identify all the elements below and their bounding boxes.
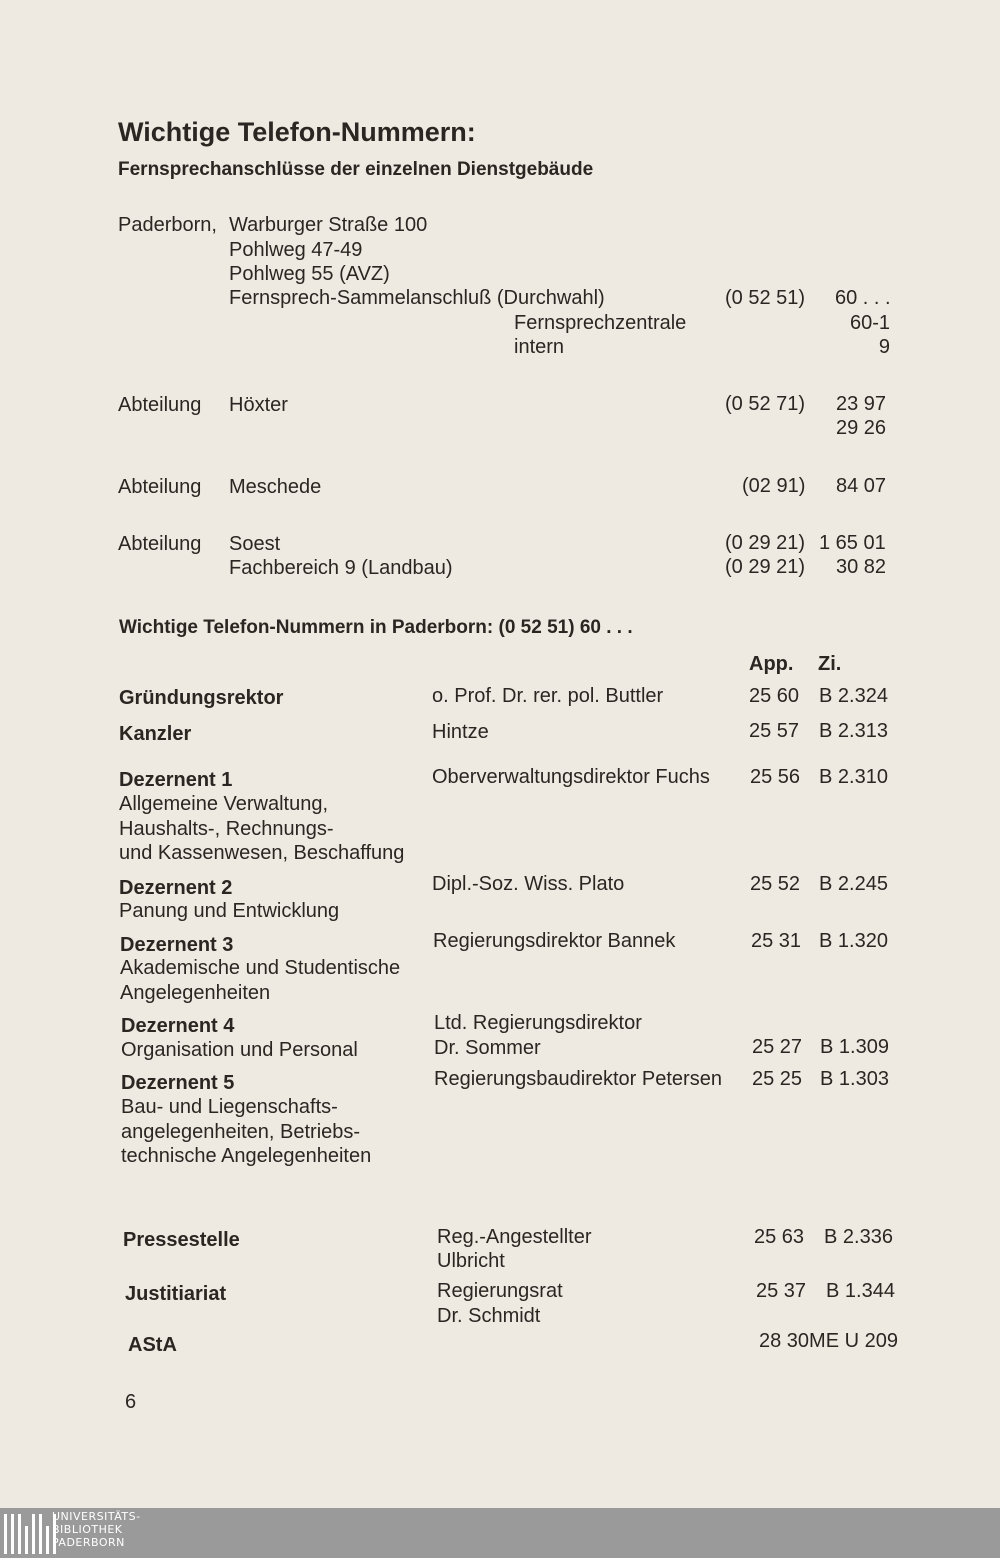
justitiariat-room: B 1.344 (826, 1280, 895, 1302)
dezernent-1-desc-1: Allgemeine Verwaltung, (119, 793, 329, 815)
dezernent-5-name: Regierungsbaudirektor Petersen (434, 1068, 722, 1090)
library-footer (0, 1508, 1000, 1558)
dezernent-1-name: Oberverwaltungsdirektor Fuchs (432, 766, 710, 788)
pressestelle-room: B 2.336 (824, 1226, 893, 1248)
address-pohlweg-55: Pohlweg 55 (AVZ) (229, 263, 390, 285)
library-logo-icon (4, 1514, 56, 1554)
dezernent-3-desc-2: Angelegenheiten (120, 982, 271, 1004)
soest-name: Soest (229, 533, 281, 555)
rektor-label: Gründungsrektor (119, 687, 284, 709)
dezernent-5-desc-2: angelegenheiten, Betriebs- (121, 1121, 361, 1143)
dezernent-3-desc-1: Akademische und Studentische (120, 957, 401, 979)
sammelanschluss-number: 60 . . . (835, 287, 891, 309)
kanzler-app: 25 57 (749, 720, 800, 742)
hoexter-number-1: 23 97 (836, 393, 887, 415)
dezernent-4-desc-1: Organisation und Personal (121, 1039, 358, 1061)
meschede-number: 84 07 (836, 475, 887, 497)
justitiariat-name-1: Regierungsrat (437, 1280, 563, 1302)
library-name-line-1: UNIVERSITÄTS- (52, 1510, 141, 1523)
meschede-area-code: (02 91) (742, 475, 806, 497)
address-pohlweg-47: Pohlweg 47-49 (229, 239, 363, 261)
hoexter-name: Höxter (229, 394, 288, 416)
intern-number: 9 (878, 336, 890, 358)
column-header-app: App. (749, 653, 794, 675)
hoexter-label: Abteilung (118, 394, 202, 416)
dezernent-2-app: 25 52 (750, 873, 801, 895)
dezernent-3-name: Regierungsdirektor Bannek (433, 930, 676, 952)
library-name-line-3: PADERBORN (52, 1536, 125, 1549)
fachbereich-9-area-code: (0 29 21) (725, 556, 806, 578)
dezernent-5-label: Dezernent 5 (121, 1072, 235, 1094)
zentrale-number: 60-1 (849, 312, 890, 334)
hoexter-area-code: (0 52 71) (725, 393, 806, 415)
hoexter-number-2: 29 26 (836, 417, 887, 439)
dezernent-5-app: 25 25 (752, 1068, 803, 1090)
intern-label: intern (514, 336, 565, 358)
dezernent-1-app: 25 56 (750, 766, 801, 788)
pressestelle-app: 25 63 (754, 1226, 805, 1248)
important-numbers-heading: Wichtige Telefon-Nummern in Paderborn: (0 52 51) 60 . . . (119, 617, 633, 638)
pressestelle-name-2: Ulbricht (437, 1250, 505, 1272)
soest-label: Abteilung (118, 533, 202, 555)
soest-area-code: (0 29 21) (725, 532, 806, 554)
sammelanschluss-label: Fernsprech-Sammelanschluß (Durchwahl) (229, 287, 605, 309)
soest-number: 1 65 01 (819, 532, 886, 554)
rektor-app: 25 60 (749, 685, 800, 707)
dezernent-1-desc-2: Haushalts-, Rechnungs- (119, 818, 334, 840)
sammelanschluss-area-code: (0 52 51) (725, 287, 806, 309)
dezernent-3-label: Dezernent 3 (120, 934, 234, 956)
dezernent-5-room: B 1.303 (820, 1068, 889, 1090)
dezernent-4-label: Dezernent 4 (121, 1015, 235, 1037)
page-title: Wichtige Telefon-Nummern: (118, 117, 476, 147)
dezernent-4-app: 25 27 (752, 1036, 803, 1058)
dezernent-5-desc-3: technische Angelegenheiten (121, 1145, 372, 1167)
fachbereich-9-number: 30 82 (836, 556, 887, 578)
dezernent-2-name: Dipl.-Soz. Wiss. Plato (432, 873, 625, 895)
library-name-line-2: BIBLIOTHEK (52, 1523, 123, 1536)
dezernent-2-label: Dezernent 2 (119, 877, 233, 899)
dezernent-1-desc-3: und Kassenwesen, Beschaffung (119, 842, 405, 864)
column-header-zi: Zi. (818, 653, 842, 675)
justitiariat-name-2: Dr. Schmidt (437, 1305, 541, 1327)
fachbereich-9-name: Fachbereich 9 (Landbau) (229, 557, 453, 579)
dezernent-4-name-2: Dr. Sommer (434, 1037, 541, 1059)
meschede-name: Meschede (229, 476, 322, 498)
dezernent-2-room: B 2.245 (819, 873, 888, 895)
justitiariat-label: Justitiariat (125, 1283, 227, 1305)
asta-label: AStA (128, 1334, 177, 1356)
dezernent-1-room: B 2.310 (819, 766, 888, 788)
dezernent-4-name-1: Ltd. Regierungsdirektor (434, 1012, 642, 1034)
page-number: 6 (125, 1391, 137, 1413)
justitiariat-app: 25 37 (756, 1280, 807, 1302)
dezernent-2-desc-1: Panung und Entwicklung (119, 900, 340, 922)
dezernent-3-app: 25 31 (751, 930, 802, 952)
pressestelle-label: Pressestelle (123, 1229, 240, 1251)
kanzler-label: Kanzler (119, 723, 192, 745)
kanzler-name: Hintze (432, 721, 489, 743)
rektor-name: o. Prof. Dr. rer. pol. Buttler (432, 685, 664, 707)
dezernent-4-room: B 1.309 (820, 1036, 889, 1058)
rektor-room: B 2.324 (819, 685, 888, 707)
dezernent-5-desc-1: Bau- und Liegenschafts- (121, 1096, 338, 1118)
library-name (52, 1510, 141, 1549)
dezernent-3-room: B 1.320 (819, 930, 888, 952)
kanzler-room: B 2.313 (819, 720, 888, 742)
address-warburger: Warburger Straße 100 (229, 214, 428, 236)
asta-app-room: 28 30ME U 209 (759, 1330, 898, 1352)
page-subtitle: Fernsprechanschlüsse der einzelnen Dienstgebäude (118, 159, 594, 180)
pressestelle-name-1: Reg.-Angestellter (437, 1226, 592, 1248)
meschede-label: Abteilung (118, 476, 202, 498)
zentrale-label: Fernsprechzentrale (514, 312, 687, 334)
dezernent-1-label: Dezernent 1 (119, 769, 233, 791)
paderborn-label: Paderborn, (118, 214, 217, 236)
